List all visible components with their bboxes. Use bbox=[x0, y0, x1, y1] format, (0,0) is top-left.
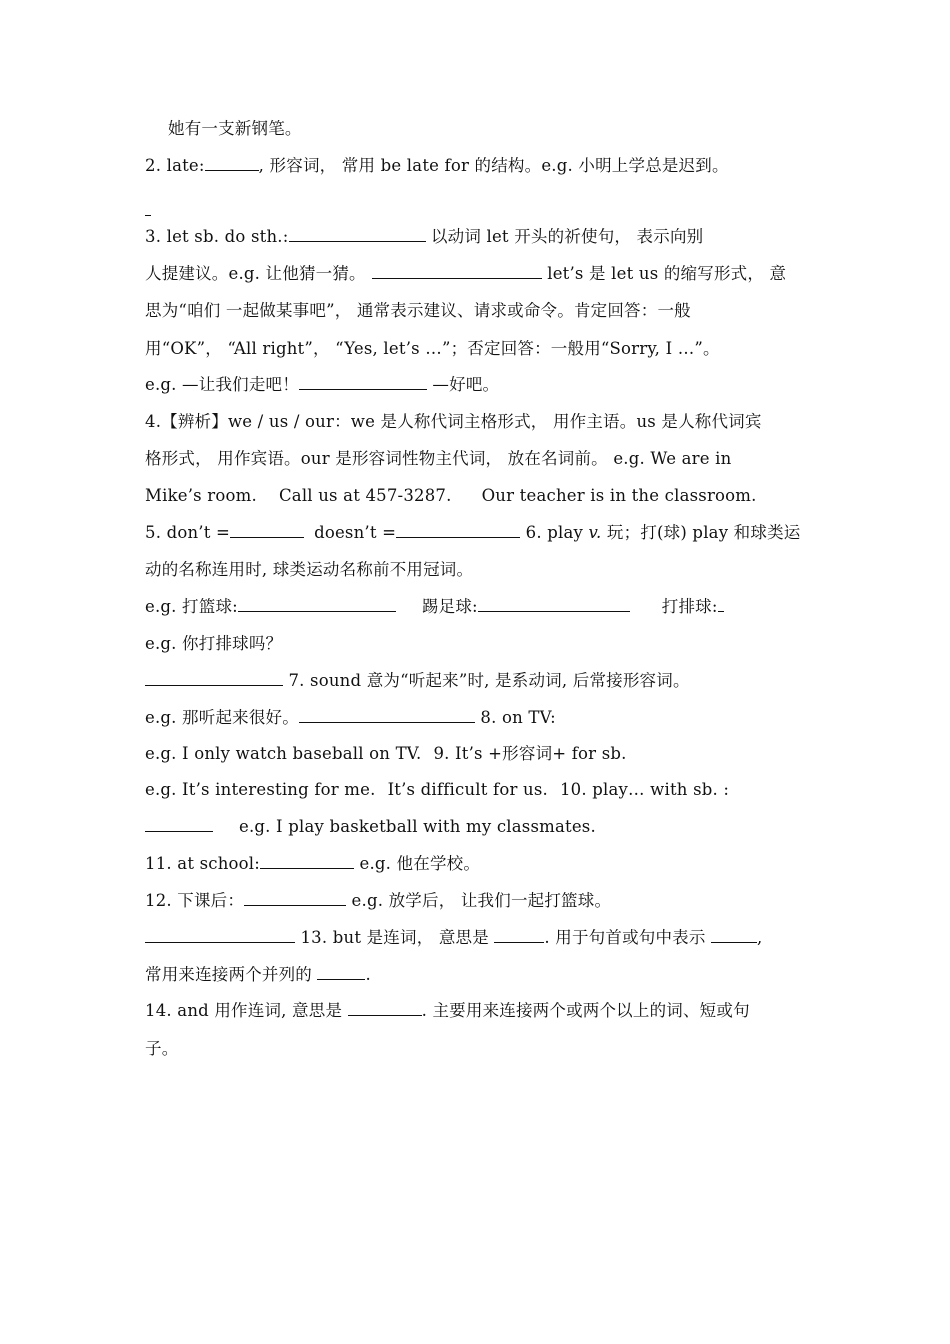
line-5 bbox=[145, 300, 810, 322]
line-10 bbox=[145, 485, 810, 507]
line-7 bbox=[145, 374, 810, 396]
answer-blank[interactable] bbox=[145, 817, 213, 832]
item-10-label: 10. play… with sb. : bbox=[559, 780, 730, 799]
line-12 bbox=[145, 559, 810, 581]
answer-blank[interactable] bbox=[299, 708, 475, 723]
item-9-label: 9. It’s +形容词+ for sb. bbox=[433, 744, 627, 763]
item-2-label: 2. late: bbox=[145, 156, 205, 175]
item-6-example: e.g. 打篮球: bbox=[145, 597, 238, 616]
item-9-example: e.g. It’s interesting for me. bbox=[145, 780, 376, 799]
item-11-example: e.g. 他在学校。 bbox=[354, 854, 481, 873]
item-7-example: e.g. 那听起来很好。 bbox=[145, 708, 299, 727]
sentence-text: 她有一支新钢笔。 bbox=[168, 119, 302, 138]
example-sentence: Our teacher is in the classroom. bbox=[481, 486, 757, 505]
item-6-text: 玩；打(球) play 和球类运 bbox=[601, 523, 801, 542]
line-13 bbox=[145, 596, 810, 618]
item-9-example: It’s difficult for us. bbox=[387, 780, 548, 799]
item-3-text: 思为“咱们 一起做某事吧”， 通常表示建议、请求或命令。肯定回答：一般 bbox=[145, 301, 691, 320]
item-10-example: e.g. I play basketball with my classmates. bbox=[239, 817, 596, 836]
answer-blank[interactable] bbox=[299, 375, 427, 390]
answer-blank[interactable] bbox=[238, 597, 396, 612]
line-8 bbox=[145, 411, 810, 433]
item-14-text: 子。 bbox=[145, 1039, 179, 1058]
item-6-label: 6. play bbox=[520, 523, 589, 542]
answer-blank[interactable] bbox=[244, 891, 346, 906]
answer-blank[interactable] bbox=[145, 671, 283, 686]
answer-blank[interactable] bbox=[289, 227, 426, 242]
answer-blank[interactable] bbox=[711, 928, 757, 943]
example-sentence: Call us at 457-3287. bbox=[278, 486, 452, 505]
item-3-example: e.g. —让我们走吧！ bbox=[145, 375, 299, 394]
item-13-text: , bbox=[757, 928, 763, 947]
item-3-example: 人提建议。e.g. 让他猜一猜。 bbox=[145, 264, 366, 283]
line-21 bbox=[145, 890, 810, 912]
answer-blank[interactable] bbox=[372, 264, 542, 279]
item-12-label: 12. 下课后： bbox=[145, 891, 245, 910]
line-22 bbox=[145, 927, 810, 949]
item-2-text: , 形容词， 常用 be late for 的结构。e.g. 小明上学总是迟到。 bbox=[258, 156, 729, 175]
item-6-example: e.g. 你打排球吗？ bbox=[145, 634, 283, 653]
answer-blank[interactable] bbox=[230, 523, 304, 538]
item-6-text: 动的名称连用时, 球类运动名称前不用冠词。 bbox=[145, 560, 474, 579]
line-15 bbox=[145, 670, 810, 692]
item-4-text: 格形式， 用作宾语。our 是形容词性物主代词， 放在名词前。 e.g. We are in bbox=[145, 449, 732, 468]
item-11-label: 11. at school: bbox=[145, 854, 261, 873]
line-9 bbox=[145, 448, 810, 470]
line-6 bbox=[145, 338, 810, 360]
item-3-text: let’s 是 let us 的缩写形式， 意 bbox=[541, 264, 787, 283]
example-sentence: Mike’s room. bbox=[145, 486, 257, 505]
line-24 bbox=[145, 1000, 810, 1022]
line-4 bbox=[145, 263, 810, 285]
line-17 bbox=[145, 743, 810, 765]
item-8-example: e.g. I only watch baseball on TV. bbox=[145, 744, 422, 763]
answer-blank[interactable] bbox=[317, 965, 365, 980]
line-16 bbox=[145, 707, 810, 729]
answer-blank[interactable] bbox=[718, 597, 724, 612]
answer-blank[interactable] bbox=[205, 156, 259, 171]
item-5-label: 5. don’t = bbox=[145, 523, 231, 542]
line-23 bbox=[145, 964, 810, 986]
answer-blank[interactable] bbox=[348, 1001, 422, 1016]
item-3-text: 用“OK”， “All right”， “Yes, let’s …”；否定回答：一般用“Sorry, I …”。 bbox=[145, 339, 720, 358]
item-8-label: 8. on TV: bbox=[474, 708, 556, 727]
line-14 bbox=[145, 633, 810, 655]
line-25 bbox=[145, 1038, 810, 1060]
item-6-example: 踢足球: bbox=[421, 597, 478, 616]
line-2 bbox=[145, 155, 810, 177]
answer-blank[interactable] bbox=[494, 928, 544, 943]
item-14-text: . 主要用来连接两个或两个以上的词、短或句 bbox=[421, 1001, 750, 1020]
line-11 bbox=[145, 522, 810, 544]
answer-blank[interactable] bbox=[145, 928, 295, 943]
item-3-label: 3. let sb. do sth.: bbox=[145, 227, 289, 246]
item-6-example: 打排球: bbox=[661, 597, 718, 616]
item-13-text: 13. but 是连词， 意思是 bbox=[295, 928, 495, 947]
answer-blank[interactable] bbox=[260, 854, 354, 869]
answer-blank[interactable] bbox=[478, 597, 630, 612]
item-12-example: e.g. 放学后， 让我们一起打篮球。 bbox=[346, 891, 612, 910]
item-7-text: 7. sound 意为“听起来”时, 是系动词, 后常接形容词。 bbox=[283, 671, 690, 690]
item-3-example: —好吧。 bbox=[426, 375, 500, 394]
item-13-text: 常用来连接两个并列的 bbox=[145, 965, 318, 984]
line-18 bbox=[145, 779, 810, 801]
answer-blank[interactable] bbox=[396, 523, 520, 538]
line-1 bbox=[168, 118, 833, 140]
line-blank-short bbox=[145, 200, 810, 222]
item-4-text: 4.【辨析】we / us / our：we 是人称代词主格形式， 用作主语。us 是人称代词宾 bbox=[145, 412, 762, 431]
item-13-text: . 用于句首或句中表示 bbox=[544, 928, 712, 947]
item-14-text: 14. and 用作连词, 意思是 bbox=[145, 1001, 348, 1020]
answer-blank[interactable] bbox=[145, 205, 151, 216]
line-3 bbox=[145, 226, 810, 248]
item-5-label: doesn’t = bbox=[314, 523, 397, 542]
item-3-text: 以动词 let 开头的祈使句， 表示向别 bbox=[425, 227, 704, 246]
item-13-text: . bbox=[365, 965, 371, 984]
part-of-speech: v. bbox=[588, 523, 602, 542]
line-19 bbox=[145, 816, 810, 838]
line-20 bbox=[145, 853, 810, 875]
